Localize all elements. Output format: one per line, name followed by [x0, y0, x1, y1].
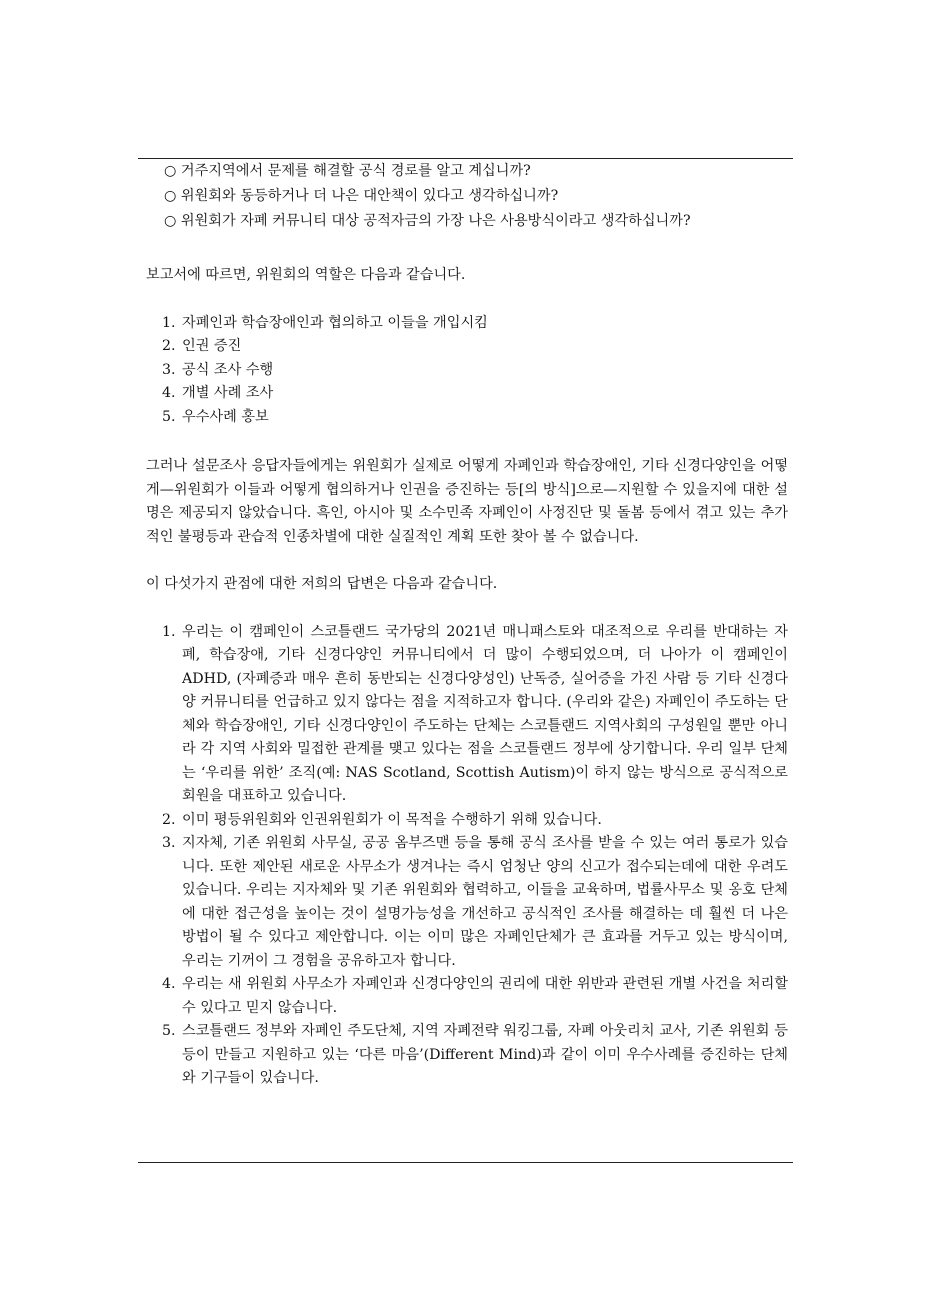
list-item: 3. 공식 조사 수행 [162, 361, 274, 378]
roles-list [146, 312, 788, 430]
answers-intro: 이 다섯가지 관점에 대한 저희의 답변은 다음과 같습니다. [146, 576, 498, 592]
list-item: 3. 지자체, 기존 위원회 사무실, 공공 옴부즈맨 등을 통해 공식 조사를 받을 수 있는 여러 통로가 있습니다. 또한 제안된 새로운 사무소가 생겨나는 즉시 엄청난 양의 신고가 접수되는데에 대한 우려도 있습니다. 우리는 지자체와 및 기존 위원회와 협력하고, 이들을 교육하며, 법률사무소 및 옹호 단체에 대한 접근성을 높이는 것이 설명가능성을 개선하고 공식적인 조사를 해결하는 데 훨씬 더 나은 방법이 될 수 있다고 제안합니다. 이는 이미 많은 자폐인단체가 큰 효과를 거두고 있는 방식이며, 우리는 기꺼이 그 경험을 공유하고자 합니다. [162, 835, 788, 969]
question-item: ○ 위원회가 자폐 커뮤니티 대상 공적자금의 가장 나은 사용방식이라고 생각하십니까? [164, 213, 691, 229]
list-item: 2. 이미 평등위원회와 인권위원회가 이 목적을 수행하기 위해 있습니다. [162, 811, 602, 828]
list-item: 4. 우리는 새 위원회 사무소가 자폐인과 신경다양인의 권리에 대한 위반과 관련된 개별 사건을 처리할 수 있다고 믿지 않습니다. [162, 976, 788, 1016]
list-item: 2. 인권 증진 [162, 338, 242, 354]
concern-paragraph: 그러나 설문조사 응답자들에게는 위원회가 실제로 어떻게 자폐인과 학습장애인, 기타 신경다양인을 어떻게—위원회가 이들과 어떻게 협의하거나 인권을 증진하는 등[의 방식]으로—지원할 수 있을지에 대한 설명은 제공되지 않았습니다. 흑인, 아시아 및 소수민족 자폐인이 사정진단 및 돌봄 등에서 겪고 있는 추가적인 불평등과 관습적 인종차별에 대한 실질적인 계획 또한 찾아 볼 수 없습니다. [146, 458, 788, 545]
document-body [146, 159, 788, 1091]
answers-list [146, 621, 788, 1091]
list-item: 4. 개별 사례 조사 [162, 385, 274, 401]
bottom-rule [138, 1162, 793, 1163]
roles-intro: 보고서에 따르면, 위원회의 역할은 다음과 같습니다. [146, 267, 466, 283]
question-list [146, 159, 788, 234]
list-item: 5. 우수사례 홍보 [162, 408, 269, 425]
list-item: 1. 우리는 이 캠페인이 스코틀랜드 국가당의 2021년 매니패스토와 대조적으로 우리를 반대하는 자폐, 학습장애, 기타 신경다양인 커뮤니티에서 더 많이 수행되었으며, 더 나아가 이 캠페인이 ADHD, (자폐증과 매우 흔히 동반되는 신경다양성인) 난독증, 실어증을 가진 사람 등 기타 신경다양 커뮤니티를 언급하고 있지 않다는 점을 지적하고자 합니다. (우리와 같은) 자폐인이 주도하는 단체와 학습장애인, 기타 신경다양인이 주도하는 단체는 스코틀랜드 지역사회의 구성원일 뿐만 아니라 각 지역 사회와 밀접한 관계를 맺고 있다는 점을 스코틀랜드 정부에 상기합니다. 우리 일부 단체는 ‘우리를 위한’ 조직(예: NAS Scotland, Scottish Autism)이 하지 않는 방식으로 공식적으로 회원을 대표하고 있습니다. [162, 623, 788, 804]
question-item: ○ 거주지역에서 문제를 해결할 공식 경로를 알고 계십니까? [164, 163, 531, 179]
question-item: ○ 위원회와 동등하거나 더 나은 대안책이 있다고 생각하십니까? [164, 188, 559, 204]
list-item: 1. 자폐인과 학습장애인과 협의하고 이들을 개입시킴 [162, 314, 488, 331]
list-item: 5. 스코틀랜드 정부와 자폐인 주도단체, 지역 자폐전략 워킹그룹, 자폐 아웃리치 교사, 기존 위원회 등등이 만들고 지원하고 있는 ‘다른 마음’(Different Mind)과 같이 이미 우수사례를 증진하는 단체와 기구들이 있습니다. [162, 1023, 788, 1086]
